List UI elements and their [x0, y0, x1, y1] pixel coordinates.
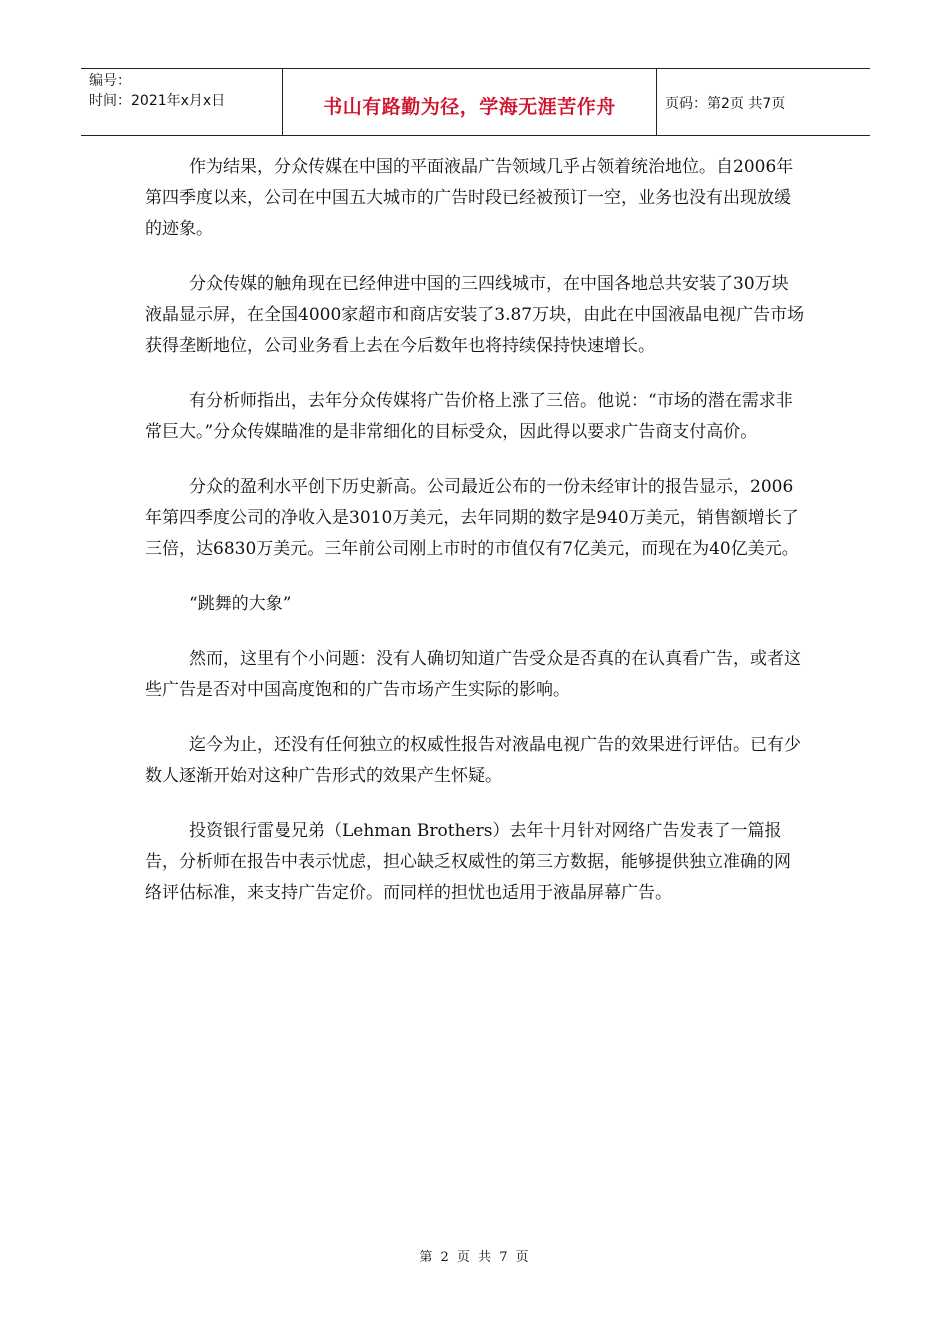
- page-footer: 第 2 页 共 7 页: [419, 1250, 531, 1265]
- header-motto: 书山有路勤为径，学海无涯苦作舟: [283, 69, 657, 135]
- paragraph: 分众的盈利水平创下历史新高。公司最近公布的一份未经审计的报告显示，2006年第四季度公司的净收入是3010万美元，去年同期的数字是940万美元，销售额增长了三倍，达6830万美元。三年前公司刚上市时的市值仅有7亿美元，而现在为40亿美元。: [145, 477, 799, 559]
- time-label: 时间：2021年x月x日: [89, 93, 226, 109]
- paragraph: 投资银行雷曼兄弟（Lehman Brothers）去年十月针对网络广告发表了一篇报告，分析师在报告中表示忧虑，担心缺乏权威性的第三方数据，能够提供独立准确的网络评估标准，来支持广告定价。而同样的担忧也适用于液晶屏幕广告。: [145, 821, 791, 903]
- paragraph: 有分析师指出，去年分众传媒将广告价格上涨了三倍。他说：“市场的潜在需求非常巨大。”分众传媒瞄准的是非常细化的目标受众，因此得以要求广告商支付高价。: [145, 391, 793, 442]
- paragraph: 分众传媒的触角现在已经伸进中国的三四线城市，在中国各地总共安装了30万块液晶显示屏，在全国4000家超市和商店安装了3.87万块，由此在中国液晶电视广告市场获得垄断地位，公司业务看上去在今后数年也将持续保持快速增长。: [145, 274, 805, 356]
- header-table: [81, 68, 870, 136]
- document-body: [145, 152, 805, 933]
- paragraph: 作为结果，分众传媒在中国的平面液晶广告领域几乎占领着统治地位。自2006年第四季度以来，公司在中国五大城市的广告时段已经被预订一空，业务也没有出现放缓的迹象。: [145, 157, 794, 239]
- header-meta-cell: [81, 69, 283, 135]
- paragraph: 迄今为止，还没有任何独立的权威性报告对液晶电视广告的效果进行评估。已有少数人逐渐开始对这种广告形式的效果产生怀疑。: [145, 735, 801, 786]
- paragraph: 然而，这里有个小问题：没有人确切知道广告受众是否真的在认真看广告，或者这些广告是否对中国高度饱和的广告市场产生实际的影响。: [145, 649, 801, 700]
- header-page-code: 页码：第2页 共7页: [665, 96, 786, 112]
- number-label: 编号：: [89, 73, 131, 89]
- section-heading: “跳舞的大象”: [189, 594, 292, 614]
